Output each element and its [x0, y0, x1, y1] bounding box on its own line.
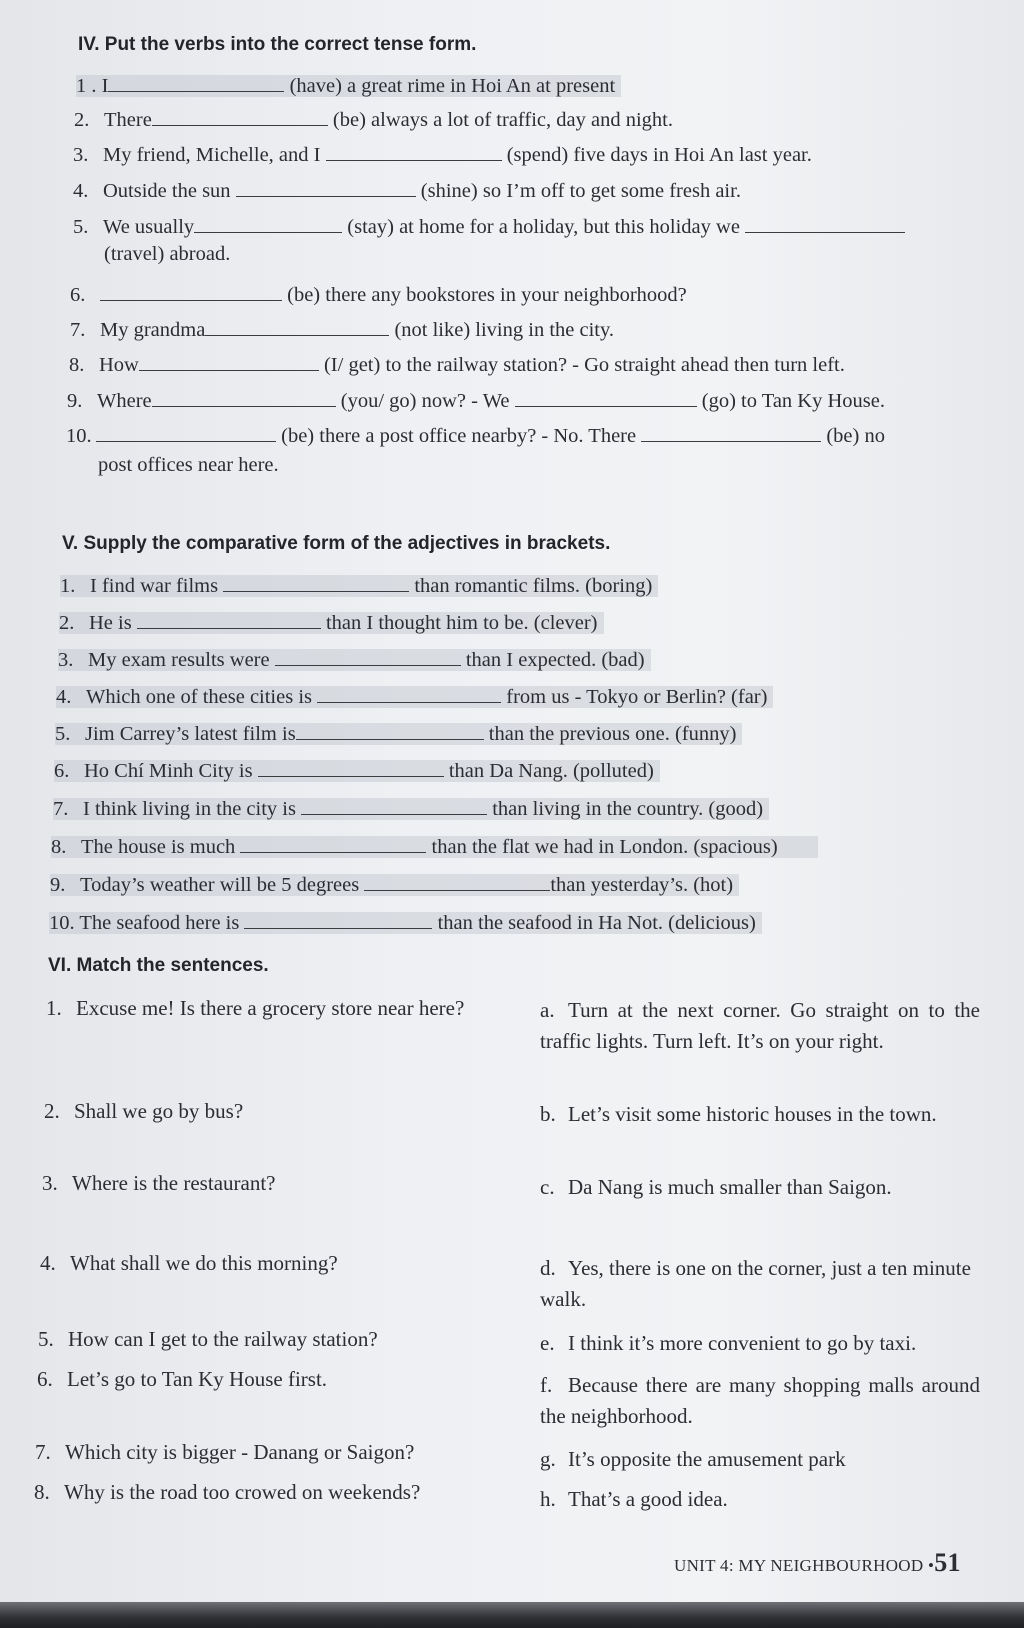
- exercise-5-item-10: [49, 910, 762, 936]
- item-text-pre: My friend, Michelle, and I: [103, 144, 321, 166]
- item-text-pre: The house is much: [81, 836, 236, 858]
- answer-text: That’s a good idea.: [568, 1487, 728, 1511]
- item-text-post: (go) to Tan Ky House.: [701, 390, 885, 412]
- answer-blank[interactable]: [515, 388, 697, 407]
- item-text-post: (have) a great rime in Hoi An at present: [289, 75, 616, 97]
- answer-blank[interactable]: [100, 282, 282, 301]
- item-number: 9.: [50, 874, 66, 896]
- exercise-4-item-2: [74, 107, 673, 133]
- answer-text: It’s opposite the amusement park: [568, 1447, 846, 1471]
- match-question-2: [44, 1096, 243, 1127]
- answer-blank[interactable]: [244, 910, 432, 929]
- answer-letter: e.: [540, 1331, 555, 1355]
- exercise-4-item-4: [73, 178, 741, 204]
- exercise-4-item-5: [73, 214, 905, 240]
- match-question-5: [38, 1324, 378, 1355]
- item-text-post: (shine) so I’m off to get some fresh air.: [420, 180, 741, 202]
- page-bottom-shadow: [0, 1602, 1024, 1628]
- match-answer-d: [540, 1253, 980, 1315]
- page-number: 51: [934, 1548, 961, 1577]
- question-text: How can I get to the railway station?: [68, 1327, 378, 1351]
- item-number: 7.: [70, 319, 86, 341]
- item-number: 2.: [44, 1099, 60, 1123]
- answer-blank[interactable]: [205, 317, 389, 336]
- answer-blank[interactable]: [152, 107, 328, 126]
- item-text-pre: My exam results were: [88, 649, 270, 671]
- exercise-4-item-7: [70, 317, 614, 343]
- answer-letter: d.: [540, 1256, 556, 1280]
- exercise-4-item-8: [69, 352, 845, 378]
- item-text-post: from us - Tokyo or Berlin? (far): [506, 686, 768, 708]
- section-6-title: VI. Match the sentences.: [48, 955, 269, 976]
- answer-text: I think it’s more convenient to go by taxi.: [568, 1331, 917, 1355]
- question-text: What shall we do this morning?: [70, 1251, 338, 1275]
- answer-blank[interactable]: [236, 178, 416, 197]
- exercise-4-item-3: [73, 142, 812, 168]
- answer-text: Turn at the next corner. Go straight on to the traffic lights. Turn left. It’s on your right.: [540, 998, 980, 1053]
- unit-title: UNIT 4: MY NEIGHBOURHOOD •: [674, 1556, 935, 1575]
- item-number: 6.: [37, 1367, 53, 1391]
- answer-blank[interactable]: [137, 610, 321, 629]
- answer-blank[interactable]: [152, 388, 336, 407]
- item-number: 8.: [51, 836, 67, 858]
- answer-blank[interactable]: [194, 214, 342, 233]
- match-answer-b: [540, 1099, 980, 1130]
- answer-letter: h.: [540, 1487, 556, 1511]
- answer-blank[interactable]: [139, 352, 319, 371]
- item-number: 10.: [66, 425, 92, 447]
- item-text-pre: There: [104, 109, 152, 131]
- item-text-post: (be) there any bookstores in your neighborhood?: [287, 284, 687, 306]
- item-text-pre: We usually: [103, 216, 195, 238]
- answer-letter: c.: [540, 1175, 555, 1199]
- item-text-post: (not like) living in the city.: [394, 319, 615, 341]
- item-text-pre: Where: [97, 390, 152, 412]
- item-number: 5.: [55, 723, 71, 745]
- match-question-8: [34, 1477, 420, 1508]
- question-text: Which city is bigger - Danang or Saigon?: [65, 1440, 415, 1464]
- item-text-pre: Jim Carrey’s latest film is: [85, 723, 296, 745]
- exercise-5-item-9: [50, 872, 739, 898]
- item-number: 2.: [59, 612, 75, 634]
- match-question-3: [42, 1168, 275, 1199]
- item-text-pre: The seafood here is: [79, 912, 240, 934]
- answer-blank[interactable]: [240, 834, 426, 853]
- item-number: 8.: [34, 1480, 50, 1504]
- item-text-post: than romantic films. (boring): [414, 575, 653, 597]
- match-answer-f: [540, 1370, 980, 1432]
- match-answer-h: [540, 1484, 980, 1515]
- item-number: 4.: [40, 1251, 56, 1275]
- item-text-post: than the previous one. (funny): [488, 723, 737, 745]
- item-text-pre: Ho Chí Minh City is: [84, 760, 253, 782]
- exercise-4-item-6: [70, 282, 687, 308]
- item-number: 8.: [69, 354, 85, 376]
- match-question-7: [35, 1437, 414, 1468]
- item-number: 6.: [54, 760, 70, 782]
- page-footer: [674, 1548, 961, 1578]
- exercise-4-item-10-continued: post offices near here.: [98, 454, 279, 476]
- item-number: 9.: [67, 390, 83, 412]
- item-number: 10.: [49, 912, 75, 934]
- item-text-post: (be) always a lot of traffic, day and night.: [332, 109, 673, 131]
- item-text-pre: Which one of these cities is: [86, 686, 313, 708]
- answer-blank[interactable]: [301, 796, 487, 815]
- item-text-pre: My grandma: [100, 319, 206, 341]
- item-number: 7.: [53, 798, 69, 820]
- item-number: 2.: [74, 109, 90, 131]
- answer-blank[interactable]: [108, 73, 284, 92]
- item-number: 1 .: [76, 75, 97, 97]
- item-text-post: than I expected. (bad): [465, 649, 645, 671]
- section-5-title: V. Supply the comparative form of the adjectives in brackets.: [62, 533, 611, 554]
- match-answer-c: [540, 1172, 980, 1203]
- answer-text: Da Nang is much smaller than Saigon.: [568, 1175, 892, 1199]
- item-text-mid: (you/ go) now? - We: [340, 390, 510, 412]
- answer-blank[interactable]: [326, 142, 502, 161]
- exercise-4-item-1: [76, 73, 621, 99]
- exercise-5-item-4: [56, 684, 773, 710]
- answer-letter: a.: [540, 998, 555, 1022]
- exercise-5-item-8: [51, 834, 818, 860]
- exercise-4-item-5-continued: (travel) abroad.: [104, 243, 231, 265]
- answer-blank[interactable]: [96, 423, 276, 442]
- item-number: 4.: [56, 686, 72, 708]
- item-text-post: than I thought him to be. (clever): [325, 612, 598, 634]
- question-text: Where is the restaurant?: [72, 1171, 276, 1195]
- item-number: 1.: [60, 575, 76, 597]
- answer-text: Let’s visit some historic houses in the town.: [568, 1102, 937, 1126]
- answer-blank[interactable]: [258, 758, 444, 777]
- item-text-pre: Outside the sun: [103, 180, 231, 202]
- item-text-post: than the seafood in Ha Not. (delicious): [437, 912, 756, 934]
- match-question-4: [40, 1248, 338, 1279]
- item-text-pre: I find war films: [90, 575, 219, 597]
- answer-blank[interactable]: [317, 684, 501, 703]
- answer-text: Because there are many shopping malls around the neighborhood.: [540, 1373, 980, 1428]
- item-text-post: than living in the country. (good): [492, 798, 764, 820]
- item-text-post: than yesterday’s. (hot): [550, 874, 734, 896]
- answer-text: Yes, there is one on the corner, just a ten minute walk.: [540, 1256, 971, 1311]
- item-number: 4.: [73, 180, 89, 202]
- match-question-1: [46, 993, 464, 1024]
- answer-letter: f.: [540, 1373, 553, 1397]
- answer-letter: g.: [540, 1447, 556, 1471]
- answer-letter: b.: [540, 1102, 556, 1126]
- item-text-post: (I/ get) to the railway station? - Go straight ahead then turn left.: [323, 354, 845, 376]
- answer-blank[interactable]: [223, 573, 409, 592]
- question-text: Let’s go to Tan Ky House first.: [67, 1367, 328, 1391]
- item-text-post: (stay) at home for a holiday, but this holiday we: [347, 216, 740, 238]
- exercise-4-item-9: [67, 388, 885, 414]
- item-text-pre: I: [101, 75, 109, 97]
- item-number: 3.: [58, 649, 74, 671]
- match-answer-a: [540, 995, 980, 1057]
- item-text-pre: How: [99, 354, 139, 376]
- item-number: 3.: [42, 1171, 58, 1195]
- answer-blank[interactable]: [364, 872, 550, 891]
- item-number: 1.: [46, 996, 62, 1020]
- item-number: 6.: [70, 284, 86, 306]
- question-text: Why is the road too crowed on weekends?: [64, 1480, 421, 1504]
- question-text: Excuse me! Is there a grocery store near here?: [76, 996, 465, 1020]
- exercise-4-item-10: [66, 423, 885, 449]
- item-text-pre: Today’s weather will be 5 degrees: [80, 874, 360, 896]
- exercise-5-item-3: [58, 647, 651, 673]
- item-text-post: than Da Nang. (polluted): [448, 760, 654, 782]
- item-text-pre: I think living in the city is: [83, 798, 296, 820]
- answer-blank[interactable]: [275, 647, 461, 666]
- question-text: Shall we go by bus?: [74, 1099, 244, 1123]
- item-text-post: (spend) five days in Hoi An last year.: [506, 144, 812, 166]
- item-number: 5.: [38, 1327, 54, 1351]
- answer-blank[interactable]: [745, 214, 905, 233]
- item-text-mid: (be) there a post office nearby? - No. There: [281, 425, 637, 447]
- match-question-6: [37, 1364, 327, 1395]
- exercise-5-item-5: [55, 721, 742, 747]
- item-text-post: than the flat we had in London. (spacious): [431, 836, 778, 858]
- item-text-pre: He is: [89, 612, 132, 634]
- item-number: 3.: [73, 144, 89, 166]
- exercise-5-item-6: [54, 758, 660, 784]
- answer-blank[interactable]: [296, 721, 484, 740]
- item-number: 7.: [35, 1440, 51, 1464]
- exercise-5-item-1: [60, 573, 658, 599]
- item-text-post: (be) no: [826, 425, 885, 447]
- exercise-5-item-2: [59, 610, 604, 636]
- match-answer-g: [540, 1444, 980, 1475]
- match-answer-e: [540, 1328, 980, 1359]
- exercise-5-item-7: [53, 796, 769, 822]
- section-4-title: IV. Put the verbs into the correct tense form.: [78, 34, 477, 55]
- answer-blank[interactable]: [641, 423, 821, 442]
- item-number: 5.: [73, 216, 89, 238]
